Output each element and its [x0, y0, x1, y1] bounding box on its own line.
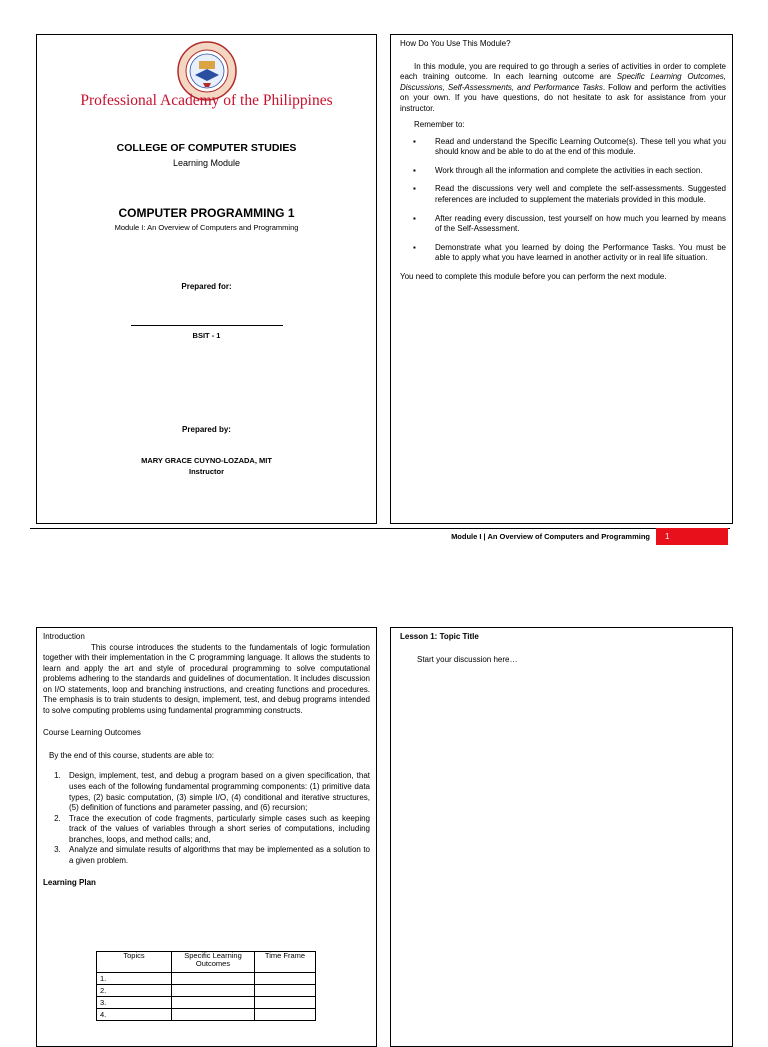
page-number: 1 — [656, 528, 728, 545]
clo-lead: By the end of this course, students are able to: — [49, 750, 214, 760]
list-item: ▪ After reading every discussion, test yourself on how much you learned by means of the Self-Assessment. — [413, 213, 726, 234]
table-header: Topics — [97, 952, 172, 973]
howto-paragraph-a: In this module, you are required to go through a series of activities in order to complete each training outcome. In each learning outcome are — [400, 61, 726, 82]
lesson-body: Start your discussion here… — [417, 654, 518, 664]
remember-list — [400, 137, 726, 264]
bullet-icon: ▪ — [413, 213, 416, 223]
table-row: 1. — [97, 973, 316, 985]
how-to-use-panel — [390, 34, 733, 524]
introduction-panel — [36, 627, 377, 1047]
prepared-by-label: Prepared by: — [182, 425, 231, 434]
college-name: COLLEGE OF COMPUTER STUDIES — [116, 142, 297, 154]
list-item: ▪ Work through all the information and complete the activities in each section. — [413, 165, 703, 175]
learning-module-label: Learning Module — [172, 158, 241, 168]
lesson-title: Lesson 1: Topic Title — [400, 632, 479, 641]
bullet-icon: ▪ — [413, 165, 416, 175]
list-item: 2. Trace the execution of code fragments, particularly simple cases such as keeping track of the values of variables through a short series of computations, including branches, loops, and method calls; and, — [63, 814, 370, 846]
list-item: ▪ Read and understand the Specific Learning Outcome(s). These tell you what you should know and be able to do at the end of this module. — [413, 136, 726, 157]
intro-heading: Introduction — [43, 632, 85, 641]
list-item: 3. Analyze and simulate results of algorithms that may be implemented as a solution to a given problem. — [63, 845, 370, 866]
howto-paragraph-b: . Follow and perform the activities on your own. If you have questions, do not hesitate to ask for assistance from your instructor. — [400, 82, 726, 113]
section-label: BSIT - 1 — [192, 331, 221, 340]
list-item: ▪ Read the discussions very well and complete the self-assessments. Suggested references are included to supplement the materials provided in this module. — [413, 184, 726, 205]
table-row: 3. — [97, 997, 316, 1009]
list-item: 1. Design, implement, test, and debug a program based on a given specification, that uses each of the following fundamental programming components: (1) primitive data types, (2) basic computation, (3) simple I/O, (4) conditional and iterative structures, (5) definition of functions and parameter passing, and (6) recursion; — [63, 771, 370, 813]
howto-title: How Do You Use This Module? — [400, 39, 511, 48]
bullet-icon: ▪ — [413, 242, 416, 252]
instructor-name: MARY GRACE CUYNO-LOZADA, MIT — [141, 456, 272, 465]
lesson-panel — [390, 627, 733, 1047]
list-item: ▪ Demonstrate what you learned by doing the Performance Tasks. You must be able to apply what you have learned in another activity or in real life situation. — [413, 242, 726, 263]
table-row: 2. — [97, 985, 316, 997]
prepared-for-blank-line — [131, 325, 283, 326]
learning-plan-heading: Learning Plan — [43, 878, 96, 888]
clo-heading: Course Learning Outcomes — [43, 728, 141, 738]
howto-paragraph-emphasis: Specific Learning Outcomes, Discussions, Self-Assessments, and Performance Tasks — [400, 72, 726, 92]
table-row: 4. — [97, 1009, 316, 1021]
prepared-for-label: Prepared for: — [181, 282, 232, 291]
table-header: Specific Learning Outcomes — [172, 952, 255, 973]
learning-plan-table — [96, 951, 316, 1021]
academy-name: Professional Academy of the Philippines — [80, 92, 333, 109]
instructor-title: Instructor — [188, 467, 224, 476]
closing-note: You need to complete this module before you can perform the next module. — [400, 271, 667, 281]
bullet-icon: ▪ — [413, 184, 416, 194]
cover-page — [36, 34, 377, 524]
table-header: Time Frame — [255, 952, 316, 973]
intro-body: This course introduces the students to the fundamentals of logic formulation together with their implementation in the C programming language. It allows the students to learn and apply the art and style of procedural programming to solve computational problems adhering to the standards and guidelines of documentation. It includes discussion on I/O statements, loop and branching instructions, and creating functions and procedures. The emphasis is to train students to design, implement, test, and debug programs intended to solve computing problems using fundamental programming constructs. — [43, 642, 370, 715]
course-title: COMPUTER PROGRAMMING 1 — [118, 206, 295, 220]
howto-paragraph — [400, 62, 726, 115]
bullet-icon: ▪ — [413, 136, 416, 146]
footer-module-title: Module I | An Overview of Computers and Programming — [451, 532, 650, 541]
outcomes-list — [43, 771, 370, 866]
remember-label: Remember to: — [414, 120, 465, 130]
module-subtitle: Module I: An Overview of Computers and Programming — [114, 223, 299, 232]
